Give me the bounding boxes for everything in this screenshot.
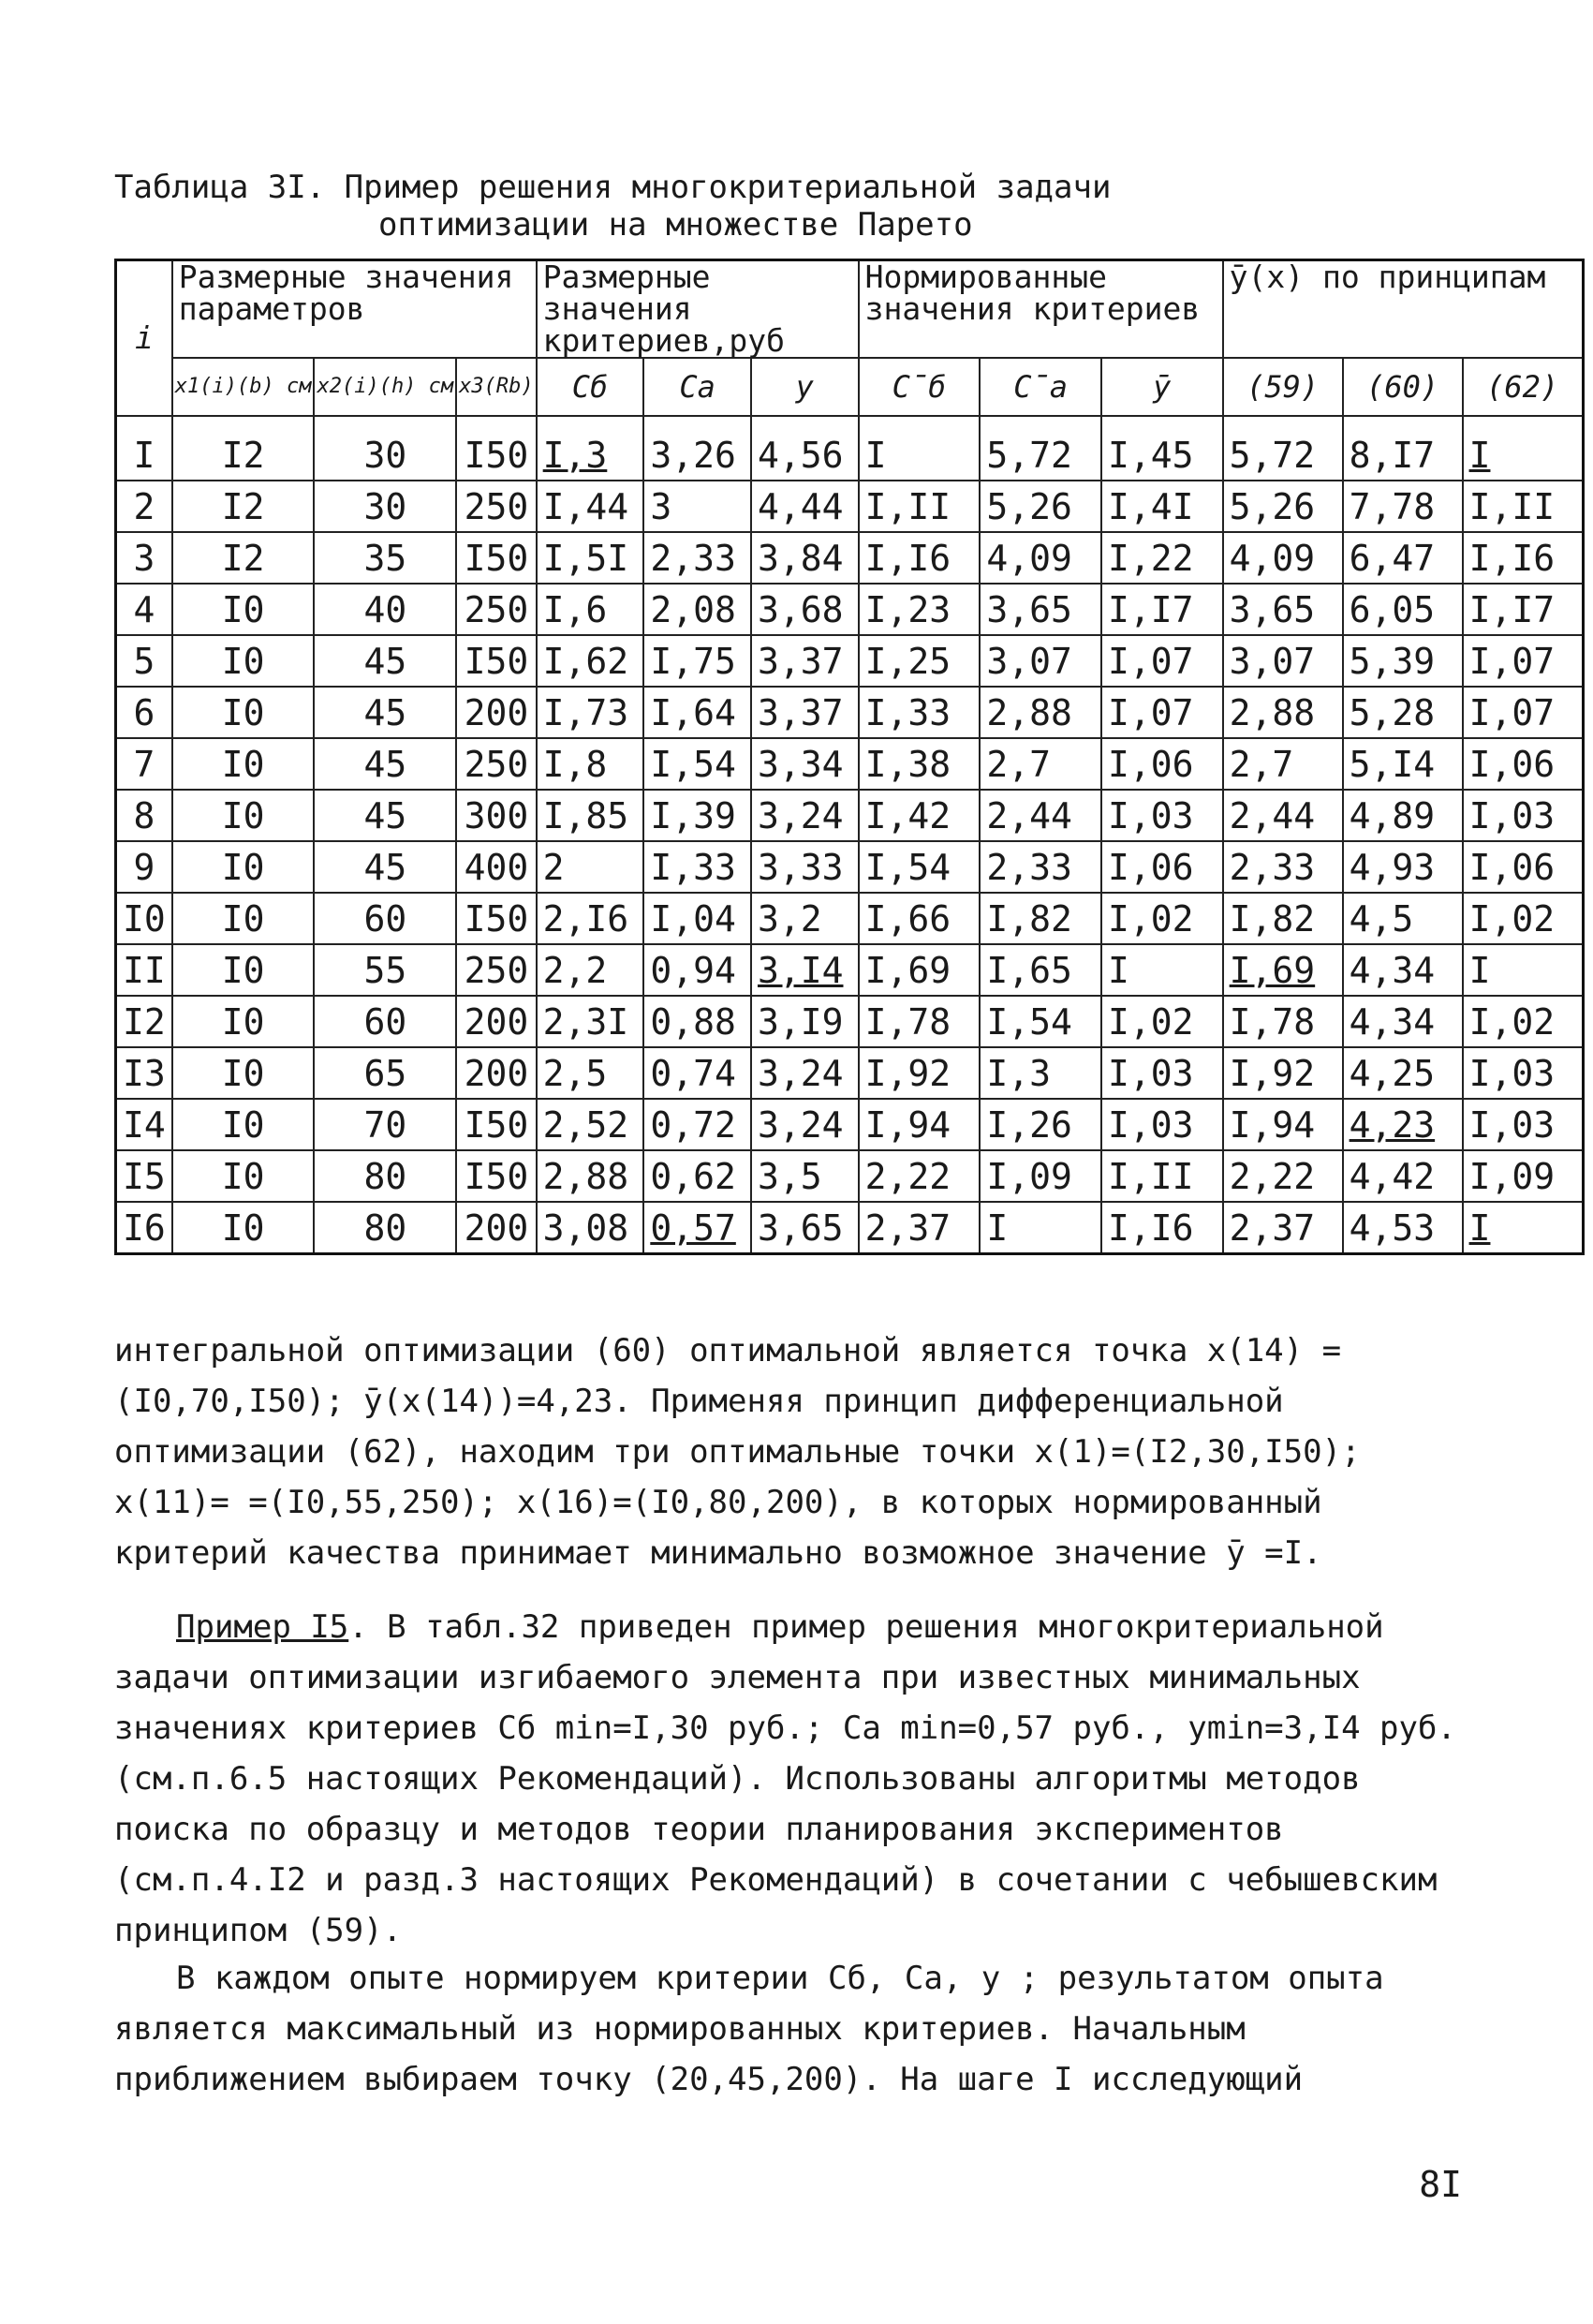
table-row xyxy=(116,893,1584,944)
table-cell: I,64 xyxy=(643,687,751,738)
table-cell: I50 xyxy=(456,893,536,944)
table-cell: I,06 xyxy=(1101,738,1223,790)
table-cell: I,02 xyxy=(1463,893,1584,944)
table-cell: I,73 xyxy=(537,687,644,738)
table-cell: I0 xyxy=(172,1150,315,1202)
col-i-header: i xyxy=(116,260,172,417)
table-cell: I0 xyxy=(172,996,315,1047)
table-cell: 200 xyxy=(456,996,536,1047)
table-cell: I,92 xyxy=(859,1047,981,1099)
table-cell: 0,72 xyxy=(643,1099,751,1150)
table-cell: I0 xyxy=(116,893,172,944)
table-cell: 200 xyxy=(456,1047,536,1099)
sub-header: ȳ xyxy=(1101,358,1223,416)
table-cell: 3,84 xyxy=(751,532,859,584)
table-cell: I4 xyxy=(116,1099,172,1150)
table-cell: I,07 xyxy=(1101,687,1223,738)
table-cell: I,5I xyxy=(537,532,644,584)
table-cell: I xyxy=(1463,944,1584,996)
table-caption xyxy=(114,169,1111,244)
table-cell: I,75 xyxy=(643,635,751,687)
table-cell: I,33 xyxy=(643,841,751,893)
group-params-header: Размерные значения параметров xyxy=(172,260,537,359)
table-cell: 7 xyxy=(116,738,172,790)
table-cell: 2,88 xyxy=(1223,687,1343,738)
table-cell: I0 xyxy=(172,1047,315,1099)
table-cell: I,07 xyxy=(1101,635,1223,687)
table-cell: I,69 xyxy=(859,944,981,996)
table-cell: I,65 xyxy=(980,944,1101,996)
table-row xyxy=(116,1150,1584,1202)
table-cell: 60 xyxy=(314,996,456,1047)
table-cell: 2,7 xyxy=(1223,738,1343,790)
table-cell: 2,08 xyxy=(643,584,751,635)
table-row xyxy=(116,532,1584,584)
group-principles-header: ӯ(x) по принципам xyxy=(1223,260,1584,359)
table-cell: I50 xyxy=(456,532,536,584)
table-cell: II xyxy=(116,944,172,996)
table-row xyxy=(116,790,1584,841)
table-cell: 4,53 xyxy=(1343,1202,1463,1254)
table-cell: I,23 xyxy=(859,584,981,635)
table-cell: 5,26 xyxy=(980,481,1101,532)
table-row xyxy=(116,841,1584,893)
table-cell: I,66 xyxy=(859,893,981,944)
table-cell: I,54 xyxy=(980,996,1101,1047)
table-cell: I,II xyxy=(859,481,981,532)
table-cell: 2 xyxy=(116,481,172,532)
table-cell: I,44 xyxy=(537,481,644,532)
table-cell: 3,I9 xyxy=(751,996,859,1047)
table-cell: I,78 xyxy=(859,996,981,1047)
table-row xyxy=(116,1202,1584,1254)
table-cell: 65 xyxy=(314,1047,456,1099)
group-normalized-header: Нормированные значения критериев xyxy=(859,260,1223,359)
table-cell: 2,37 xyxy=(859,1202,981,1254)
table-cell: 35 xyxy=(314,532,456,584)
table-cell: 4,09 xyxy=(980,532,1101,584)
table-cell: I,02 xyxy=(1101,893,1223,944)
table-cell: I,3 xyxy=(537,416,644,481)
table-cell: 2,5 xyxy=(537,1047,644,1099)
table-cell: I50 xyxy=(456,1150,536,1202)
table-cell: I,82 xyxy=(1223,893,1343,944)
table-cell: 2,33 xyxy=(980,841,1101,893)
table-cell: 2,37 xyxy=(1223,1202,1343,1254)
table-cell: I xyxy=(859,416,981,481)
table-cell: 4,93 xyxy=(1343,841,1463,893)
table-row xyxy=(116,481,1584,532)
table-cell: I,92 xyxy=(1223,1047,1343,1099)
table-cell: 2,52 xyxy=(537,1099,644,1150)
table-cell: I,25 xyxy=(859,635,981,687)
table-cell: I,82 xyxy=(980,893,1101,944)
table-cell: 30 xyxy=(314,416,456,481)
table-row xyxy=(116,738,1584,790)
table-cell: 3,I4 xyxy=(751,944,859,996)
table-cell: 45 xyxy=(314,790,456,841)
table-cell: I6 xyxy=(116,1202,172,1254)
table-cell: I0 xyxy=(172,1202,315,1254)
table-cell: 3,33 xyxy=(751,841,859,893)
table-cell: I,8 xyxy=(537,738,644,790)
sub-header: y xyxy=(751,358,859,416)
paragraph-2-body: . В табл.32 приведен пример решения многокритериальной задачи оптимизации изгибаемого элемента при известных минимальных значениях критериев Cб min=I,30 руб.; Ca min=0,57 руб., ymin=3,I4 руб. (см.п.6.5 настоящих Рекомендаций). Использованы алгоритмы методов поиска по образцу и методов теории планирования экспериментов (см.п.4.I2 и разд.3 настоящих Рекомендаций) в сочетании с чебышевским принципом (59). xyxy=(114,1608,1456,1949)
table-cell: I,I7 xyxy=(1101,584,1223,635)
table-cell: I3 xyxy=(116,1047,172,1099)
table-cell: I xyxy=(1463,1202,1584,1254)
table-cell: 5,I4 xyxy=(1343,738,1463,790)
table-cell: 7,78 xyxy=(1343,481,1463,532)
table-cell: I,06 xyxy=(1463,738,1584,790)
table-31 xyxy=(114,259,1585,1255)
table-cell: 5,28 xyxy=(1343,687,1463,738)
table-cell: 250 xyxy=(456,481,536,532)
table-cell: 3,65 xyxy=(751,1202,859,1254)
table-cell: 4,09 xyxy=(1223,532,1343,584)
sub-header: x1(i)(b) см xyxy=(172,358,315,416)
paragraph-1: интегральной оптимизации (60) оптимальной является точка x(14) = (I0,70,I50); ӯ(x(14))=4,23. Применяя принцип дифференциальной оптимизации (62), находим три оптимальные точки x(1)=(I2,30,I50); x(11)= =(I0,55,250); x(16)=(I0,80,200), в которых нормированный критерий качества принимает минимально возможное значение ӯ =I. xyxy=(114,1332,1361,1572)
sub-header: C̄a xyxy=(980,358,1101,416)
table-cell: 80 xyxy=(314,1150,456,1202)
table-cell: 45 xyxy=(314,687,456,738)
table-cell: 300 xyxy=(456,790,536,841)
table-cell: 4,56 xyxy=(751,416,859,481)
table-cell: 2,22 xyxy=(1223,1150,1343,1202)
table-cell: I,07 xyxy=(1463,635,1584,687)
table-cell: 2,33 xyxy=(1223,841,1343,893)
table-cell: 5 xyxy=(116,635,172,687)
table-cell: I,06 xyxy=(1101,841,1223,893)
table-cell: I,4I xyxy=(1101,481,1223,532)
table-cell: I,94 xyxy=(1223,1099,1343,1150)
sub-header: x3(Rb) xyxy=(456,358,536,416)
table-cell: 0,57 xyxy=(643,1202,751,1254)
table-cell: I,54 xyxy=(643,738,751,790)
sub-header: x2(i)(h) см xyxy=(314,358,456,416)
table-cell: I2 xyxy=(116,996,172,1047)
table-cell: 250 xyxy=(456,738,536,790)
table-cell: 9 xyxy=(116,841,172,893)
table-cell: 400 xyxy=(456,841,536,893)
table-cell: 0,62 xyxy=(643,1150,751,1202)
table-cell: 2,2 xyxy=(537,944,644,996)
table-cell: 3 xyxy=(116,532,172,584)
table-cell: I0 xyxy=(172,1099,315,1150)
table-cell: I xyxy=(1101,944,1223,996)
table-cell: I,39 xyxy=(643,790,751,841)
table-cell: I5 xyxy=(116,1150,172,1202)
table-cell: 4,34 xyxy=(1343,944,1463,996)
table-cell: 45 xyxy=(314,635,456,687)
table-cell: 3,07 xyxy=(1223,635,1343,687)
table-cell: I,42 xyxy=(859,790,981,841)
table-cell: 0,74 xyxy=(643,1047,751,1099)
table-cell: 250 xyxy=(456,584,536,635)
table-cell: I,03 xyxy=(1101,1099,1223,1150)
table-cell: I,I6 xyxy=(859,532,981,584)
table-cell: I,I7 xyxy=(1463,584,1584,635)
table-cell: 0,94 xyxy=(643,944,751,996)
table-cell: 2,33 xyxy=(643,532,751,584)
table-cell: I,54 xyxy=(859,841,981,893)
table-cell: 2,I6 xyxy=(537,893,644,944)
table-cell: 4,25 xyxy=(1343,1047,1463,1099)
table-cell: 5,72 xyxy=(980,416,1101,481)
table-cell: 2,88 xyxy=(537,1150,644,1202)
sub-header: C̄б xyxy=(859,358,981,416)
table-cell: 2,3I xyxy=(537,996,644,1047)
table-row xyxy=(116,584,1584,635)
table-cell: I0 xyxy=(172,841,315,893)
table-cell: I,33 xyxy=(859,687,981,738)
table-cell: 8 xyxy=(116,790,172,841)
table-cell: I,38 xyxy=(859,738,981,790)
table-cell: I,04 xyxy=(643,893,751,944)
table-cell: I,26 xyxy=(980,1099,1101,1150)
example-label: Пример I5 xyxy=(176,1608,349,1646)
table-cell: 2,44 xyxy=(1223,790,1343,841)
table-cell: 4 xyxy=(116,584,172,635)
table-cell: 5,39 xyxy=(1343,635,1463,687)
table-cell: I,69 xyxy=(1223,944,1343,996)
caption-line-2: оптимизации на множестве Парето xyxy=(378,206,973,244)
table-cell: 5,72 xyxy=(1223,416,1343,481)
table-cell: 2,22 xyxy=(859,1150,981,1202)
table-cell: I,II xyxy=(1101,1150,1223,1202)
table-row xyxy=(116,1099,1584,1150)
table-cell: I,3 xyxy=(980,1047,1101,1099)
table-cell: 6,47 xyxy=(1343,532,1463,584)
table-cell: 30 xyxy=(314,481,456,532)
table-cell: I0 xyxy=(172,635,315,687)
table-cell: I xyxy=(116,416,172,481)
table-cell: 60 xyxy=(314,893,456,944)
table-cell: 3 xyxy=(643,481,751,532)
table-cell: I,78 xyxy=(1223,996,1343,1047)
table-cell: I0 xyxy=(172,687,315,738)
table-cell: I,02 xyxy=(1463,996,1584,1047)
paragraph-2 xyxy=(114,1602,1474,1956)
table-row xyxy=(116,687,1584,738)
group-criteria-header: Размерные значения критериев,руб xyxy=(537,260,859,359)
caption-line-1: Таблица 3I. Пример решения многокритериальной задачи xyxy=(114,169,1112,206)
table-cell: 3,37 xyxy=(751,687,859,738)
sub-header: (62) xyxy=(1463,358,1584,416)
table-cell: 45 xyxy=(314,738,456,790)
table-cell: 4,44 xyxy=(751,481,859,532)
table-cell: 3,37 xyxy=(751,635,859,687)
table-cell: I,85 xyxy=(537,790,644,841)
table-cell: I0 xyxy=(172,944,315,996)
table-cell: 8,I7 xyxy=(1343,416,1463,481)
table-cell: I,I6 xyxy=(1463,532,1584,584)
table-cell: 55 xyxy=(314,944,456,996)
table-cell: I,09 xyxy=(980,1150,1101,1202)
table-cell: 200 xyxy=(456,687,536,738)
table-cell: 200 xyxy=(456,1202,536,1254)
table-cell: 40 xyxy=(314,584,456,635)
table-cell: 3,68 xyxy=(751,584,859,635)
table-cell: I50 xyxy=(456,635,536,687)
table-cell: I50 xyxy=(456,1099,536,1150)
sub-header: Ca xyxy=(643,358,751,416)
table-cell: I xyxy=(980,1202,1101,1254)
table-cell: 4,42 xyxy=(1343,1150,1463,1202)
table-cell: I0 xyxy=(172,738,315,790)
table-cell: 3,65 xyxy=(980,584,1101,635)
table-cell: 3,26 xyxy=(643,416,751,481)
table-cell: 3,24 xyxy=(751,1047,859,1099)
table-cell: I50 xyxy=(456,416,536,481)
table-cell: I,02 xyxy=(1101,996,1223,1047)
table-row xyxy=(116,635,1584,687)
table-cell: I,03 xyxy=(1463,790,1584,841)
table-cell: I2 xyxy=(172,532,315,584)
table-cell: I2 xyxy=(172,481,315,532)
table-row xyxy=(116,996,1584,1047)
table-cell: 4,23 xyxy=(1343,1099,1463,1150)
table-cell: 4,5 xyxy=(1343,893,1463,944)
table-cell: 3,2 xyxy=(751,893,859,944)
table-cell: 0,88 xyxy=(643,996,751,1047)
table-cell: 80 xyxy=(314,1202,456,1254)
table-cell: I,03 xyxy=(1101,1047,1223,1099)
table-cell: 2,7 xyxy=(980,738,1101,790)
table-cell: 3,08 xyxy=(537,1202,644,1254)
table-cell: I,62 xyxy=(537,635,644,687)
sub-header: (59) xyxy=(1223,358,1343,416)
table-cell: 3,24 xyxy=(751,790,859,841)
table-cell: 3,34 xyxy=(751,738,859,790)
table-row xyxy=(116,1047,1584,1099)
table-row xyxy=(116,944,1584,996)
table-cell: I,03 xyxy=(1101,790,1223,841)
table-cell: I,03 xyxy=(1463,1047,1584,1099)
table-body xyxy=(116,416,1584,1254)
table-cell: I xyxy=(1463,416,1584,481)
table-cell: 3,24 xyxy=(751,1099,859,1150)
table-cell: I,03 xyxy=(1463,1099,1584,1150)
table-cell: 2,88 xyxy=(980,687,1101,738)
table-cell: 250 xyxy=(456,944,536,996)
table-cell: I,22 xyxy=(1101,532,1223,584)
table-cell: 3,5 xyxy=(751,1150,859,1202)
table-cell: I,I6 xyxy=(1101,1202,1223,1254)
table-cell: I0 xyxy=(172,790,315,841)
table-cell: 3,65 xyxy=(1223,584,1343,635)
table-cell: 4,34 xyxy=(1343,996,1463,1047)
table-cell: 6 xyxy=(116,687,172,738)
table-cell: 2 xyxy=(537,841,644,893)
table-cell: I,94 xyxy=(859,1099,981,1150)
table-cell: 3,07 xyxy=(980,635,1101,687)
table-row xyxy=(116,416,1584,481)
sub-header: Cб xyxy=(537,358,644,416)
paragraph-3: В каждом опыте нормируем критерии Cб, Ca, y ; результатом опыта является максимальный из нормированных критериев. Начальным приближением выбираем точку (20,45,200). На шаге I исследующий xyxy=(114,1960,1384,2098)
table-cell: I,09 xyxy=(1463,1150,1584,1202)
table-cell: I,45 xyxy=(1101,416,1223,481)
table-cell: 70 xyxy=(314,1099,456,1150)
table-cell: I,07 xyxy=(1463,687,1584,738)
table-cell: I,06 xyxy=(1463,841,1584,893)
table-cell: 6,05 xyxy=(1343,584,1463,635)
table-cell: I,II xyxy=(1463,481,1584,532)
table-cell: 2,44 xyxy=(980,790,1101,841)
table-cell: I2 xyxy=(172,416,315,481)
table-cell: 5,26 xyxy=(1223,481,1343,532)
table-cell: I,6 xyxy=(537,584,644,635)
page-number: 8I xyxy=(1419,2164,1462,2205)
table-cell: I0 xyxy=(172,893,315,944)
table-cell: 45 xyxy=(314,841,456,893)
sub-header: (60) xyxy=(1343,358,1463,416)
table-cell: 4,89 xyxy=(1343,790,1463,841)
table-cell: I0 xyxy=(172,584,315,635)
